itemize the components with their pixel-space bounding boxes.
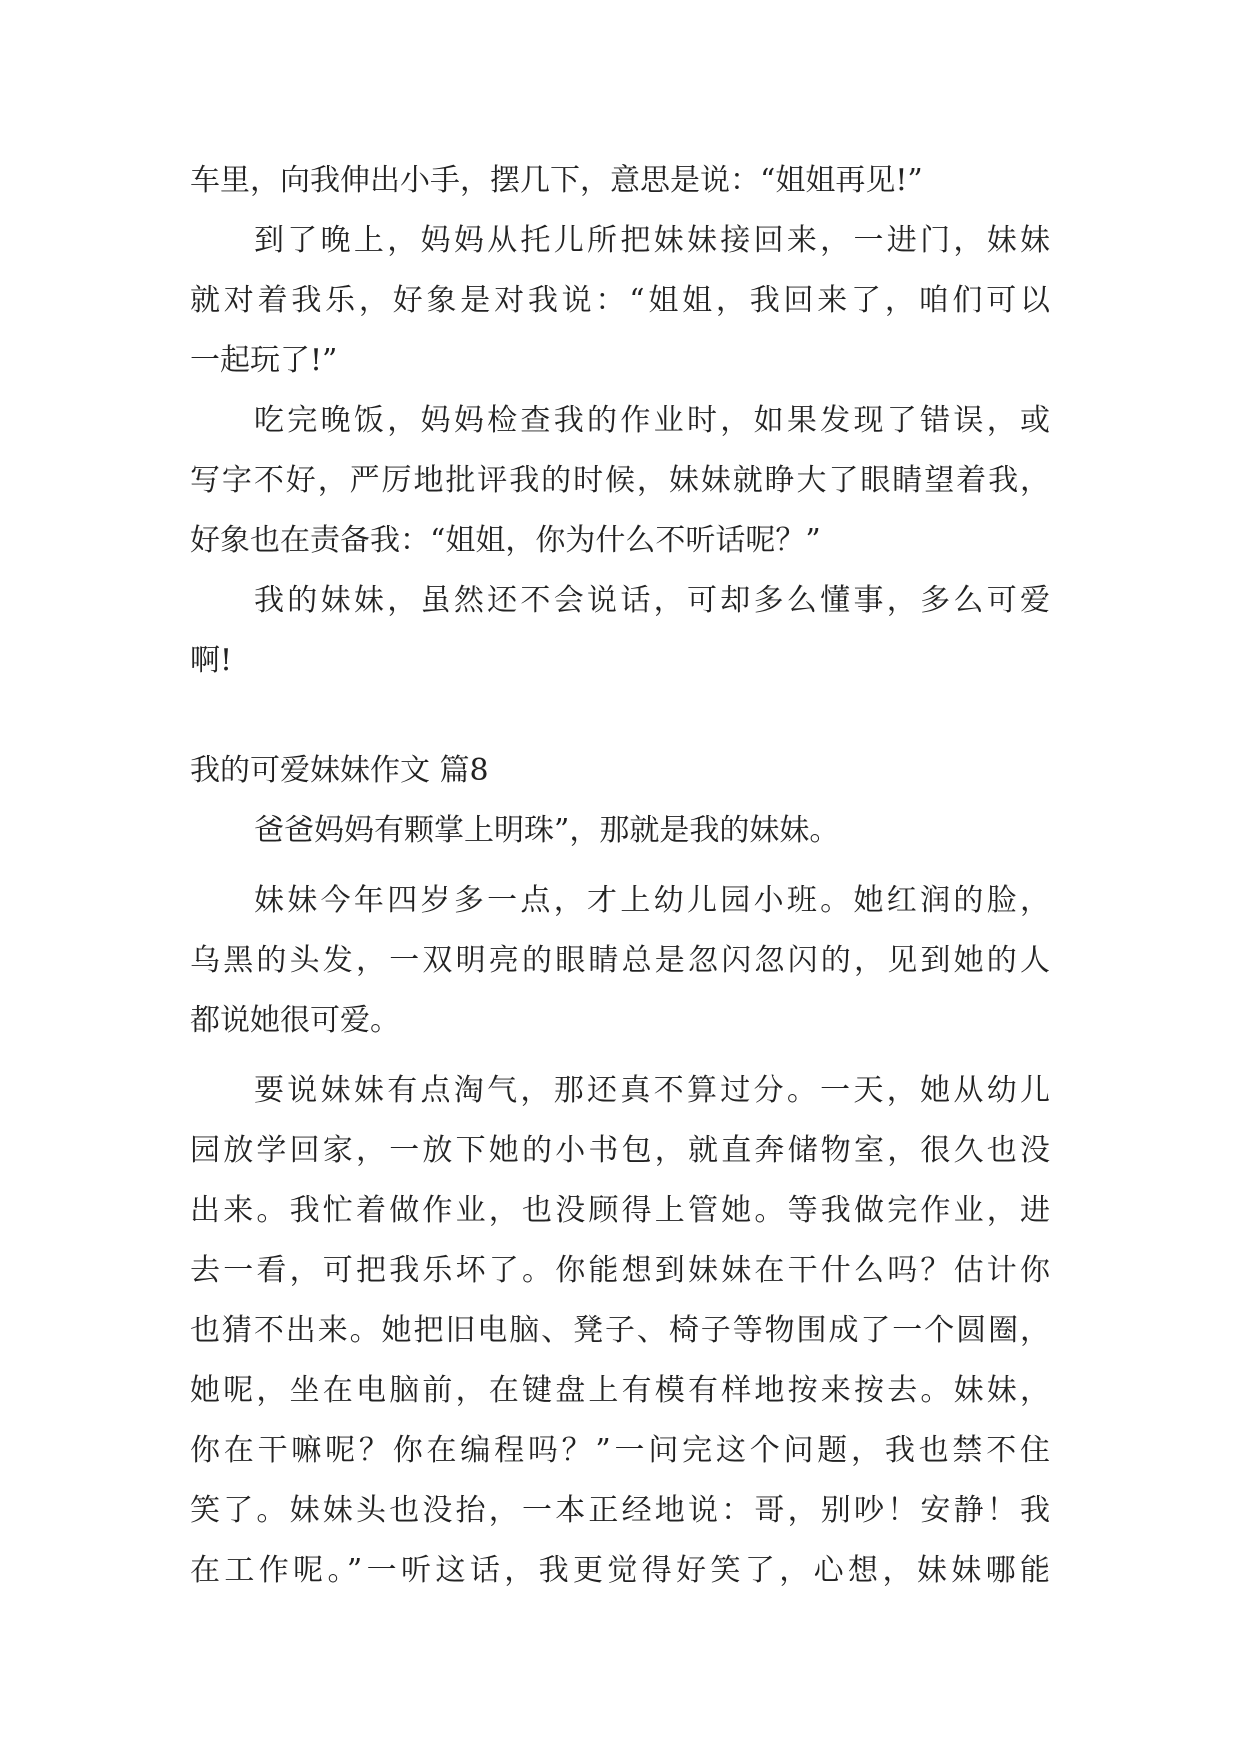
section-heading: 我的可爱妹妹作文 篇8 — [190, 753, 489, 788]
text-line: 啊! — [190, 643, 233, 678]
text-line: 车里，向我伸出小手，摆几下，意思是说：“姐姐再见!” — [190, 163, 923, 198]
text-line: 园放学回家，一放下她的小书包，就直奔储物室，很久也没 — [190, 1133, 1050, 1168]
paragraph-line: 要说妹妹有点淘气，那还真不算过分。一天，她从幼儿 — [254, 1073, 1050, 1108]
text-line: 写字不好，严厉地批评我的时候，妹妹就睁大了眼睛望着我， — [190, 463, 1050, 498]
text-line: 你在干嘛呢？你在编程吗？”一问完这个问题，我也禁不住 — [190, 1433, 1050, 1468]
paragraph-line: 爸爸妈妈有颗掌上明珠”，那就是我的妹妹。 — [254, 813, 840, 848]
paragraph-line: 到了晚上，妈妈从托儿所把妹妹接回来，一进门，妹妹 — [254, 223, 1050, 258]
text-line: 好象也在责备我：“姐姐，你为什么不听话呢？” — [190, 523, 821, 558]
text-line: 她呢，坐在电脑前，在键盘上有模有样地按来按去。妹妹， — [190, 1373, 1050, 1408]
text-line: 就对着我乐，好象是对我说：“姐姐，我回来了，咱们可以 — [190, 283, 1050, 318]
text-line: 一起玩了!” — [190, 343, 338, 378]
paragraph-line: 妹妹今年四岁多一点，才上幼儿园小班。她红润的脸， — [254, 883, 1050, 918]
text-line: 乌黑的头发，一双明亮的眼睛总是忽闪忽闪的，见到她的人 — [190, 943, 1050, 978]
paragraph-line: 吃完晚饭，妈妈检查我的作业时，如果发现了错误，或 — [254, 403, 1050, 438]
paragraph-line: 我的妹妹，虽然还不会说话，可却多么懂事，多么可爱 — [254, 583, 1050, 618]
text-line: 也猜不出来。她把旧电脑、凳子、椅子等物围成了一个圆圈， — [190, 1313, 1050, 1348]
text-line: 去一看，可把我乐坏了。你能想到妹妹在干什么吗？估计你 — [190, 1253, 1050, 1288]
text-line: 在工作呢。”一听这话，我更觉得好笑了，心想，妹妹哪能 — [190, 1553, 1050, 1588]
text-line: 都说她很可爱。 — [190, 1003, 400, 1038]
text-line: 笑了。妹妹头也没抬，一本正经地说：哥，别吵！安静！我 — [190, 1493, 1050, 1528]
text-line: 出来。我忙着做作业，也没顾得上管她。等我做完作业，进 — [190, 1193, 1050, 1228]
